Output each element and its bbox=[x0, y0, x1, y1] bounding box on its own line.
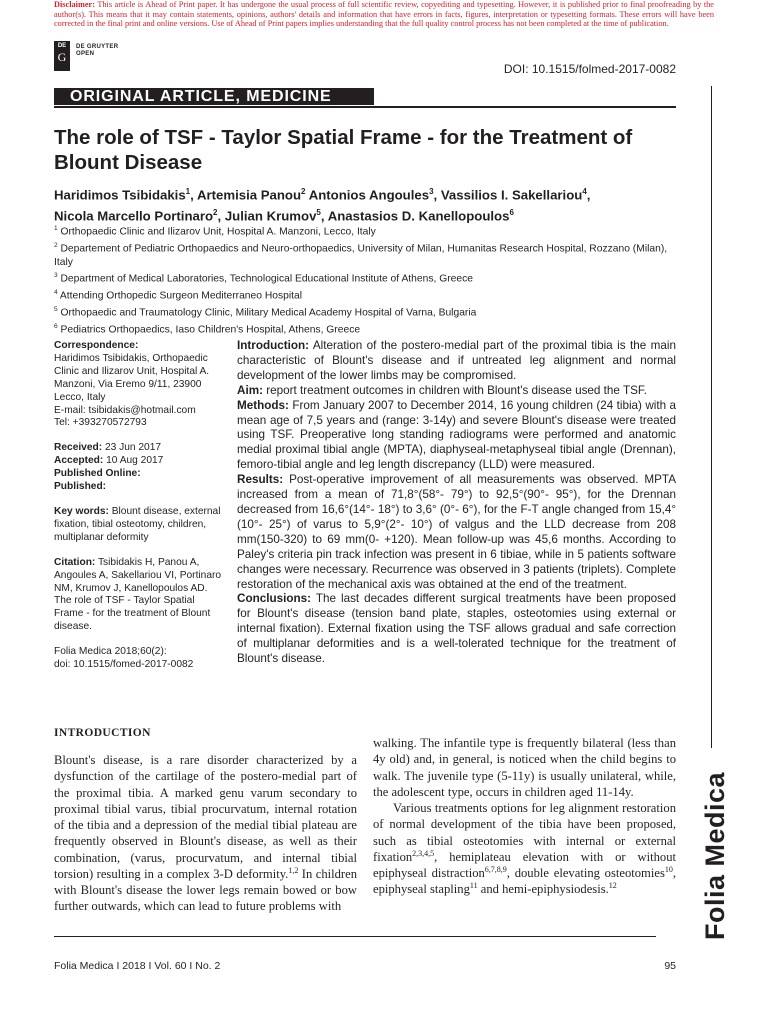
affiliation-text: Attending Orthopedic Surgeon Mediterraneo Hospital bbox=[57, 290, 303, 302]
publisher-name bbox=[76, 44, 118, 58]
citation-ref[interactable]: 10 bbox=[664, 864, 673, 874]
correspondence-phone: Tel: +393270572793 bbox=[54, 417, 147, 429]
author-separator: , bbox=[190, 187, 197, 203]
author-separator: , bbox=[586, 187, 591, 203]
abstract-section-label: Aim: bbox=[237, 383, 263, 397]
author-name[interactable]: Nicola Marcello Portinaro bbox=[54, 208, 214, 224]
correspondence-label: Correspondence: bbox=[54, 340, 139, 351]
citation-ref[interactable]: 2,3,4,5 bbox=[412, 848, 435, 858]
author-name[interactable]: Anastasios D. Kanellopoulos bbox=[327, 208, 510, 224]
doi-header[interactable]: DOI: 10.1515/folmed-2017-0082 bbox=[503, 62, 676, 76]
citation-ref[interactable]: 6,7,8,9 bbox=[484, 864, 507, 874]
abstract-section bbox=[237, 339, 676, 384]
body-text: , epiphyseal stapling bbox=[373, 866, 676, 897]
affiliation-item bbox=[54, 222, 684, 239]
page-number: 95 bbox=[664, 960, 676, 972]
citation-label: Citation: bbox=[54, 556, 96, 568]
logo-top-text: DE bbox=[57, 43, 67, 49]
disclaimer-label: Disclaimer: bbox=[54, 0, 96, 9]
author-affiliation-ref: 2 bbox=[301, 187, 306, 196]
affiliation-list bbox=[54, 222, 684, 336]
received-date bbox=[54, 442, 222, 455]
body-text: and hemi-epiphysiodesis. bbox=[477, 882, 609, 897]
received-value: 23 Jun 2017 bbox=[102, 442, 162, 454]
publisher-line-1: DE GRUYTER bbox=[76, 44, 119, 50]
author-separator: , bbox=[320, 208, 328, 224]
correspondence-email[interactable]: E-mail: tsibidakis@hotmail.com bbox=[54, 404, 196, 416]
affiliation-number: 4 bbox=[54, 288, 58, 296]
abstract-section-text: The last decades different surgical treatments have been proposed for Blount's disease (tension band plate, staples, osteotomies using external or internal fixation). External fixation using the TSF allows gradual and safe correction of multiplanar deformities and is a well-tolerated technique for the treatment of Blount's disease. bbox=[237, 592, 676, 666]
affiliation-text: Orthopaedic and Traumatology Clinic, Military Medical Academy Hospital of Varna, Bulgaria bbox=[57, 307, 477, 319]
body-text: In children with Blount's disease the lower legs remain bowed or bow further outwards, which can lead to future problems with bbox=[54, 866, 357, 914]
author-name[interactable]: Vassilios I. Sakellariou bbox=[440, 187, 583, 203]
abstract-section bbox=[237, 592, 676, 667]
affiliation-item bbox=[54, 320, 684, 337]
citation-value: Tsibidakis H, Panou A, Angoules A, Sakellariou VI, Portinaro NM, Krumov J, Kanellopoulos AD. The role of TSF - Taylor Spatial Frame - for the treatment of Blount disease. bbox=[54, 556, 222, 633]
author-affiliation-ref: 2 bbox=[213, 207, 218, 217]
body-column-left bbox=[54, 752, 357, 915]
keywords-label: Key words: bbox=[54, 505, 109, 517]
body-text: Various treatments options for leg alignment restoration of normal development of the tibia have been proposed, such as tibial osteotomies with internal or external fixation bbox=[373, 801, 676, 864]
banner-rule bbox=[54, 106, 676, 108]
article-type-banner: ORIGINAL ARTICLE, MEDICINE bbox=[54, 88, 374, 105]
accepted-value: 10 Aug 2017 bbox=[103, 455, 164, 467]
logo-letter: G bbox=[57, 50, 67, 64]
author-list bbox=[54, 183, 674, 225]
body-paragraph bbox=[54, 752, 357, 915]
affiliation-number: 2 bbox=[54, 241, 58, 249]
journal-side-title: Folia Medica bbox=[700, 771, 730, 940]
article-info-sidebar bbox=[54, 340, 222, 672]
affiliation-text: Department of Medical Laboratories, Technological Educational Institute of Athens, Greece bbox=[57, 273, 473, 285]
abstract-section bbox=[237, 473, 676, 592]
author-name[interactable]: Antonios Angoules bbox=[308, 187, 430, 203]
received-label: Received: bbox=[54, 442, 103, 454]
citation-ref[interactable]: 12 bbox=[608, 881, 617, 891]
affiliation-text: Orthopaedic Clinic and Ilizarov Unit, Hospital A. Manzoni, Lecco, Italy bbox=[57, 226, 376, 238]
accepted-label: Accepted: bbox=[54, 455, 104, 467]
section-heading-introduction: INTRODUCTION bbox=[54, 727, 151, 739]
footer-journal-info: Folia Medica I 2018 I Vol. 60 I No. 2 bbox=[54, 960, 221, 972]
author-separator: , bbox=[433, 187, 441, 203]
published-online-label: Published Online: bbox=[54, 468, 141, 480]
citation bbox=[54, 557, 222, 634]
affiliation-item bbox=[54, 303, 684, 320]
affiliation-item bbox=[54, 239, 684, 269]
published-label: Published: bbox=[54, 481, 107, 493]
abstract-section-text: Alteration of the postero-medial part of the proximal tibia is the main characteristic of Blount's disease and if untreated leg alignment and normal development of the lower limbs may be compromised. bbox=[237, 339, 676, 382]
abstract bbox=[237, 339, 676, 667]
author-affiliation-ref: 5 bbox=[316, 207, 321, 217]
author-separator: , bbox=[217, 208, 225, 224]
disclaimer bbox=[54, 0, 714, 29]
body-column-right bbox=[373, 735, 676, 898]
accepted-date bbox=[54, 455, 222, 468]
publisher-logo bbox=[54, 41, 70, 71]
body-text: Blount's disease, is a rare disorder characterized by a dysfunction of the cartilage of the postero-medial part of the proximal tibia. A marked genu varum secondary to proximal tibial varus, tibial procurvatum, internal rotation of the tibia and a depression of the medial tibial plateau are frequently observed in Blount's disease, as well as their combination, (varus, procurvatum, and internal tibial torsion) resulting in a complex 3-D deformity. bbox=[54, 753, 357, 881]
body-text: , hemiplateau elevation with or without epiphyseal distraction bbox=[373, 849, 676, 880]
side-rule bbox=[711, 86, 712, 748]
body-paragraph bbox=[373, 800, 676, 898]
keywords-value: Blount disease, external fixation, tibial osteotomy, children, multiplanar deformity bbox=[54, 505, 221, 543]
footer-rule bbox=[54, 936, 656, 937]
keywords bbox=[54, 506, 222, 545]
affiliation-number: 1 bbox=[54, 225, 58, 232]
affiliation-item bbox=[54, 286, 684, 303]
affiliation-text: Departement of Pediatric Orthopaedics and Neuro-orthopaedics, University of Milan, Humanitas Research Hospital, Rozzano (Milan), Italy bbox=[54, 243, 668, 268]
abstract-section bbox=[237, 399, 676, 474]
author-name[interactable]: Artemisia Panou bbox=[196, 187, 302, 203]
citation-ref[interactable]: 11 bbox=[469, 881, 478, 891]
disclaimer-text: This article is Ahead of Print paper. It has undergone the usual process of full scientific review, copyediting and typesetting. However, it is published prior to final proofreading by the author(s). This means that it may contain statements, opinions, authors' details and information that have errors in facts, figures, interpretation or typesetting formats. These errors will have been corrected in the final print and online versions. Use of Ahead of Print papers implies understanding that the full quality control process has not been completed at the time of publication. bbox=[54, 0, 714, 29]
abstract-section-label: Results: bbox=[237, 473, 284, 487]
abstract-section-label: Conclusions: bbox=[237, 592, 312, 606]
abstract-section-text: Post-operative improvement of all measurements was observed. MPTA increased from a mean of 71,8°(58°- 79°) to 92,5°(90°- 95°), for the Drennan decreased from 16,6°(14°- 18°) to 3,6° (0°- 6°), for the F-T angle changed from 15,4°(10°- 25°) of varus to 5,9°(2°- 10°) of valgus and the LLD decrease from 208 mm(150-320) to 69 mm(0- +120). Mean follow-up was 45,6 months. According to Paley's criteria pin track infection was present in 6 tibiae, while in 5 patients software changes were necessary. Recurrence was observed in 3 patients (triplets). Complete restoration of the mechanical axis was obtained at the end of the treatment. bbox=[237, 473, 676, 591]
doi-reference[interactable]: doi: 10.1515/fomed-2017-0082 bbox=[54, 659, 194, 671]
author-affiliation-ref: 1 bbox=[185, 187, 191, 196]
abstract-section-text: From January 2007 to December 2014, 16 young children (24 tibia) with a mean age of 7,5 years and (range: 3-14y) and severe Blount's disease were treated using TSF. Preoperative long standing radiograms were performed and anatomic medial proximal tibial angle (MPTA), diaphyseal-metaphyseal tibial angle (Drennan), femoro-tibial angle and leg length discrepancy (LLD) were measured. bbox=[237, 398, 676, 472]
journal-reference: Folia Medica 2018;60(2): bbox=[54, 646, 167, 658]
affiliation-number: 3 bbox=[54, 272, 58, 280]
author-affiliation-ref: 4 bbox=[582, 187, 587, 196]
author-name[interactable]: Julian Krumov bbox=[224, 208, 317, 224]
body-paragraph: walking. The infantile type is frequently bilateral (less than 4y old) and, in general, is noticed when the child begins to walk. The juvenile type (5-11y) is usually unilateral, while, the adolescent type, occurs in children aged 11-14y. bbox=[373, 736, 676, 799]
author-affiliation-ref: 6 bbox=[509, 207, 514, 217]
correspondence-text: Haridimos Tsibidakis, Orthopaedic Clinic and Ilizarov Unit, Hospital A. Manzoni, Via Eremo 9/11, 23900 Lecco, Italy bbox=[54, 352, 210, 403]
author-name[interactable]: Haridimos Tsibidakis bbox=[54, 187, 186, 203]
affiliation-text: Pediatrics Orthopaedics, Iaso Children's Hospital, Athens, Greece bbox=[57, 323, 361, 335]
abstract-section-text: report treatment outcomes in children with Blount's disease used the TSF. bbox=[262, 383, 647, 397]
abstract-section-label: Methods: bbox=[237, 398, 289, 412]
body-text: , double elevating osteotomies bbox=[506, 866, 665, 880]
citation-ref[interactable]: 1,2 bbox=[288, 865, 299, 875]
affiliation-number: 5 bbox=[54, 305, 58, 313]
abstract-section bbox=[237, 384, 676, 399]
publisher-line-2: OPEN bbox=[76, 51, 95, 57]
article-title: The role of TSF - Taylor Spatial Frame - for the Treatment of Blount Disease bbox=[54, 126, 633, 174]
affiliation-number: 6 bbox=[54, 322, 58, 330]
affiliation-item bbox=[54, 269, 684, 286]
abstract-section-label: Introduction: bbox=[237, 339, 310, 352]
author-affiliation-ref: 3 bbox=[429, 187, 434, 196]
